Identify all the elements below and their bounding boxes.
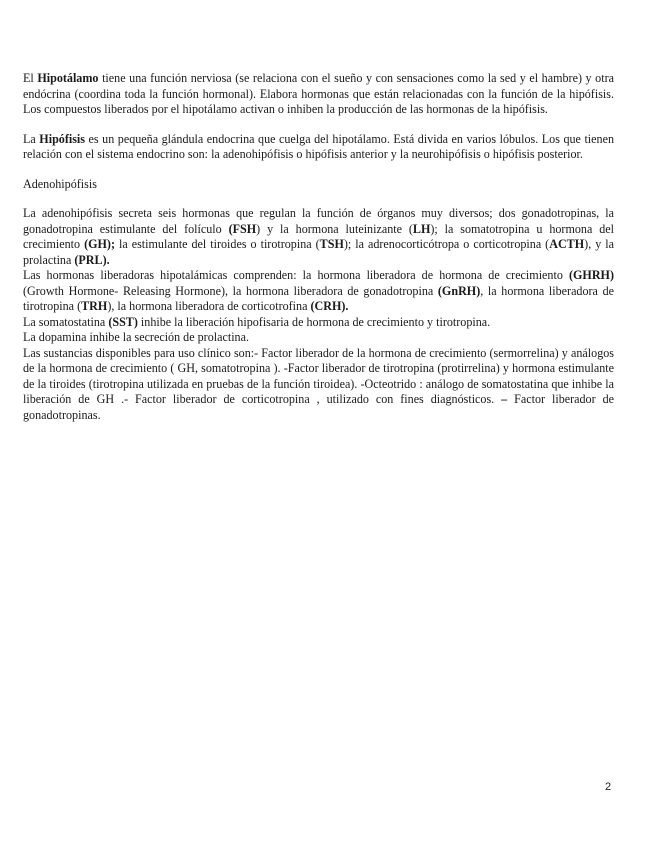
bold-term: TSH <box>319 237 344 251</box>
paragraph-hipotalamo <box>23 71 614 118</box>
text-run: Las hormonas liberadoras hipotalámicas comprenden: la hormona liberadora de hormona de crecimiento <box>23 268 569 282</box>
text-run: ); la somatotropina u hormona del crecimiento <box>23 221 615 251</box>
bold-term: (PRL). <box>74 252 110 267</box>
text-run: (Growth Hormone- Releasing Hormone), la hormona liberadora de gonadotropina <box>23 283 438 298</box>
text-run: El <box>23 71 38 85</box>
bold-term: ACTH <box>549 237 585 251</box>
text-run: ), la hormona liberadora de corticotrofina <box>107 299 311 313</box>
text-run: La somatostatina <box>23 314 109 329</box>
text-run: la estimulante del tiroides o tirotropina ( <box>115 237 320 251</box>
bold-term: Hipotálamo <box>37 71 99 85</box>
bold-term: Hipófisis <box>39 131 85 146</box>
bold-term: (GHRH) <box>568 268 614 282</box>
text-run: ); la adrenocorticótropa o corticotropina ( <box>343 237 550 251</box>
paragraph-somatostatina <box>23 315 614 331</box>
bold-term: – <box>501 392 508 406</box>
text-run: ) y la hormona luteinizante ( <box>256 221 413 236</box>
text-run: , la hormona liberadora de tirotropina ( <box>23 283 614 313</box>
paragraph-uso-clinico <box>23 346 614 424</box>
text-run: es un pequeña glándula endocrina que cuelga del hipotálamo. Está divida en varios lóbulos. Los que tienen relación con el sistema endocrino son: la adenohipófisis o hipófisis anterior y la neurohipófisis o hipófisis posterior. <box>23 131 614 161</box>
paragraph-adenohipofisis-hormonas <box>23 206 614 268</box>
bold-term: (FSH <box>228 221 257 236</box>
bold-term: (SST) <box>108 314 138 329</box>
section-heading-adenohipofisis: Adenohipófisis <box>23 176 97 191</box>
bold-term: LH <box>412 221 431 236</box>
paragraph-hormonas-liberadoras <box>23 268 614 315</box>
bold-term: (CRH). <box>310 299 349 313</box>
text-run: inhibe la liberación hipofisaria de hormona de crecimiento y tirotropina. <box>137 314 491 329</box>
bold-term: TRH <box>81 299 108 313</box>
text-run: Factor liberador de gonadotropinas. <box>23 392 614 422</box>
bold-term: (GnRH) <box>437 283 481 298</box>
text-run: Las sustancias disponibles para uso clínico son:- Factor liberador de la hormona de crecimiento (sermorrelina) y análogos de la hormona de crecimiento ( GH, somatotropina ). -Factor liberador de tirotropina (protirrelina) y hormona estimulante de la tiroides (tirotropina utilizada en pruebas de la función tiroidea). -Octeotrido : análogo de somatostatina que inhibe la liberación de GH .- Factor liberador de corticotropina , utilizado con fines diagnósticos. <box>23 345 614 406</box>
paragraph-hipofisis <box>23 132 614 163</box>
document-body <box>23 71 614 423</box>
bold-term: (GH); <box>84 237 115 251</box>
text-run: ), y la prolactina <box>23 237 614 267</box>
page-number: 2 <box>605 781 612 793</box>
text-run: La <box>23 131 40 146</box>
text-run: La adenohipófisis secreta seis hormonas que regulan la función de órganos muy diversos; dos gonadotropinas, la gonadotropina estimulante del folículo <box>23 206 614 236</box>
text-run: tiene una función nerviosa (se relaciona con el sueño y con sensaciones como la sed y el hambre) y otra endócrina (coordina toda la función hormonal). Elabora hormonas que están relacionadas con la función de la hipófisis. Los compuestos liberados por el hipotálamo activan o inhiben la producción de las hormonas de la hipófisis. <box>23 71 614 116</box>
paragraph-dopamina: La dopamina inhibe la secreción de prolactina. <box>23 330 249 344</box>
